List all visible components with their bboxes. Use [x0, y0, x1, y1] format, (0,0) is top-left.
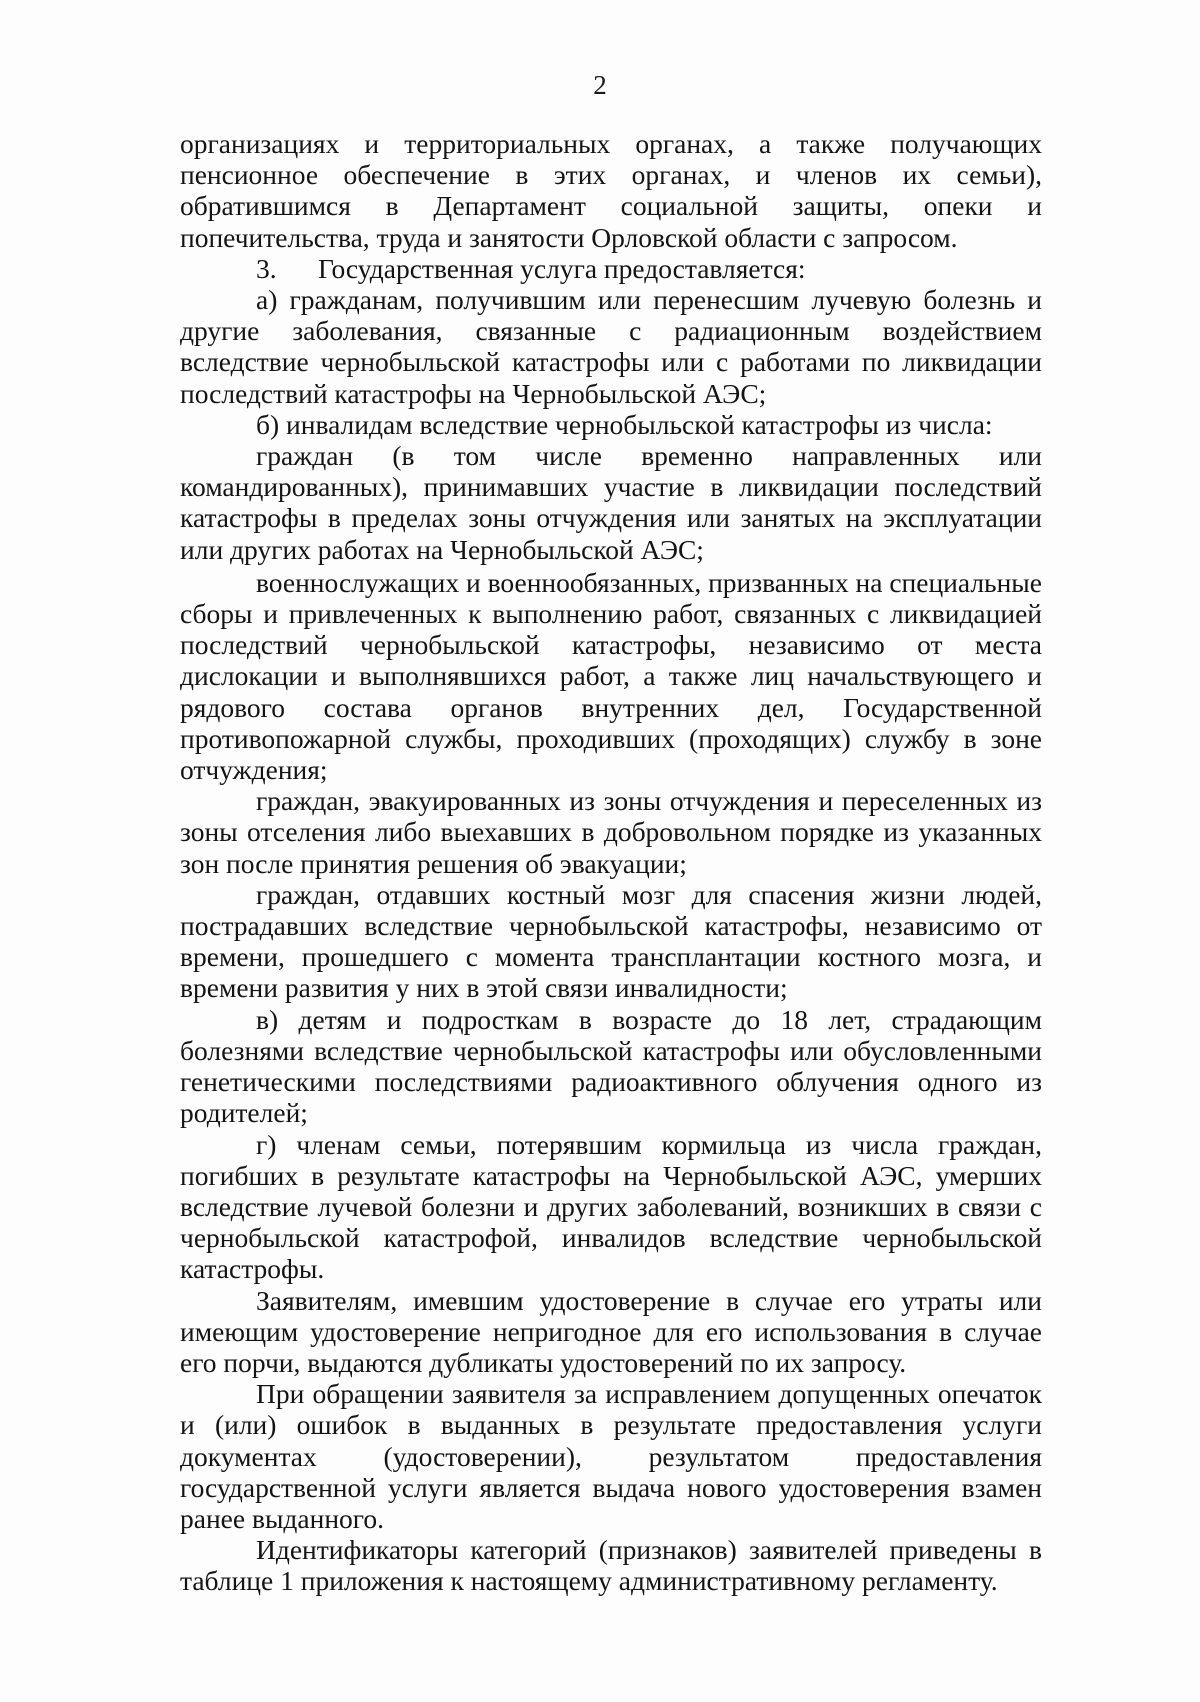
paragraph-subitem-v: в) детям и подросткам в возрасте до 18 лет, страдающим болезнями вследствие чернобыльской катастрофы или обусловленными генетическими последствиями радиоактивного облучения одного из родителей; — [180, 1003, 1042, 1129]
paragraph-military: военнослужащих и военнообязанных, призванных на специальные сборы и привлеченных к выполнению работ, связанных с ликвидацией последствий чернобыльской катастрофы, независимо от места дислокации и выполнявшихся работ, а также лиц начальствующего и рядового состава органов внутренних дел, Государственной противопожарной службы, проходивших (проходящих) службу в зоне отчуждения; — [180, 566, 1042, 786]
paragraph-item-3 — [180, 253, 1042, 284]
paragraph-subitem-a: а) гражданам, получившим или перенесшим лучевую болезнь и другие заболевания, связанные с радиационным воздействием вследствие чернобыльской катастрофы или с работами по ликвидации последствий катастрофы на Чернобыльской АЭС; — [180, 284, 1042, 409]
paragraph-citizens-liquidation: граждан (в том числе временно направленных или командированных), принимавших участие в ликвидации последствий катастрофы в пределах зоны отчуждения или занятых на эксплуатации или других работах на Чернобыльской АЭС; — [180, 440, 1042, 565]
paragraph-subitem-g: г) членам семьи, потерявшим кормильца из числа граждан, погибших в результате катастрофы на Чернобыльской АЭС, умерших вследствие лучевой болезни и других заболеваний, возникших в связи с чернобыльской катастрофой, инвалидов вследствие чернобыльской катастрофы. — [180, 1128, 1042, 1285]
paragraph-corrections: При обращении заявителя за исправлением допущенных опечаток и (или) ошибок в выданных в результате предоставления услуги документах (удостоверении), результатом предоставления государственной услуги является выдача нового удостоверения взамен ранее выданного. — [180, 1378, 1042, 1534]
document-body — [180, 128, 1042, 1597]
item-number: 3. — [256, 252, 277, 284]
paragraph-bone-marrow: граждан, отдавших костный мозг для спасения жизни людей, пострадавших вследствие чернобыльской катастрофы, независимо от времени, прошедшего с момента трансплантации костного мозга, и времени развития у них в этой связи инвалидности; — [180, 878, 1042, 1004]
item-3-text: Государственная услуга предоставляется: — [318, 252, 806, 284]
paragraph-evacuated: граждан, эвакуированных из зоны отчуждения и переселенных из зоны отселения либо выехавших в добровольном порядке из указанных зон после принятия решения об эвакуации; — [180, 785, 1042, 879]
paragraph-subitem-b: б) инвалидам вследствие чернобыльской катастрофы из числа: — [256, 408, 993, 440]
paragraph-identifiers: Идентификаторы категорий (признаков) заявителей приведены в таблице 1 приложения к настоящему административному регламенту. — [180, 1534, 1042, 1597]
page-number: 2 — [593, 70, 607, 100]
paragraph-duplicates: Заявителям, имевшим удостоверение в случае его утраты или имеющим удостоверение непригодное для его использования в случае его порчи, выдаются дубликаты удостоверений по их запросу. — [180, 1284, 1042, 1378]
paragraph-continuation: организациях и территориальных органах, а также получающих пенсионное обеспечение в этих органах, и членов их семьи), обратившимся в Департамент социальной защиты, опеки и попечительства, труда и занятости Орловской области с запросом. — [180, 128, 1042, 253]
